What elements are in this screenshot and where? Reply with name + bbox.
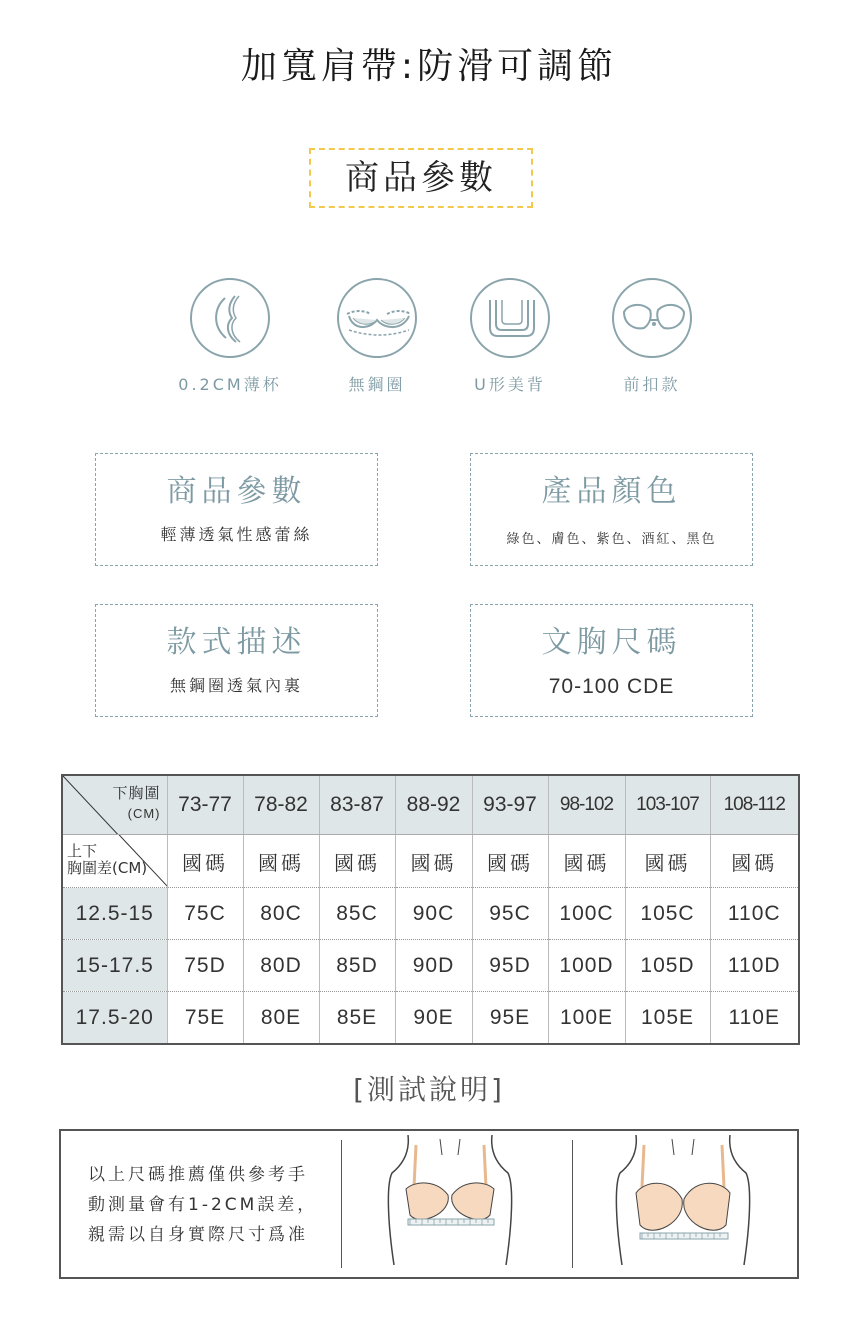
corner-bottom-text-2: 胸圍差(CM) — [67, 859, 148, 877]
subheader-cell: 國碼 — [548, 835, 625, 888]
table-row — [62, 888, 799, 940]
feature-label: U形美背 — [474, 375, 546, 394]
u-back-icon — [470, 278, 550, 358]
size-cell: 80C — [243, 888, 319, 940]
measure-overbust-illustration — [608, 1135, 758, 1273]
feature-u-back — [440, 278, 580, 395]
info-box-style — [95, 604, 378, 717]
headline — [0, 38, 858, 89]
headline-right: 防滑可調節 — [417, 46, 618, 87]
size-cell: 85E — [319, 992, 395, 1045]
size-cell: 75C — [167, 888, 243, 940]
size-cell: 85C — [319, 888, 395, 940]
column-header: 103-107 — [625, 775, 710, 835]
measure-underbust-illustration — [380, 1135, 520, 1273]
info-text: 70-100 CDE — [548, 675, 675, 698]
column-header: 98-102 — [548, 775, 625, 835]
test-title: [測試說明] — [353, 1073, 505, 1106]
table-subheader-row — [62, 835, 799, 888]
info-text: 無鋼圈透氣內裏 — [169, 676, 303, 695]
column-header: 73-77 — [167, 775, 243, 835]
size-cell: 90C — [395, 888, 472, 940]
info-heading: 產品顏色 — [541, 474, 682, 509]
info-text: 輕薄透氣性感蕾絲 — [160, 525, 313, 544]
size-cell: 110D — [710, 940, 799, 992]
note-line: 以上尺碼推薦僅供參考手 — [88, 1165, 308, 1185]
table-row — [62, 992, 799, 1045]
info-box-colors — [470, 453, 753, 566]
subheader-cell: 國碼 — [710, 835, 799, 888]
size-cell: 105C — [625, 888, 710, 940]
size-cell: 80E — [243, 992, 319, 1045]
info-box-material — [95, 453, 378, 566]
subheader-cell: 國碼 — [625, 835, 710, 888]
section-title: 商品參數 — [309, 148, 533, 208]
info-heading: 文胸尺碼 — [541, 625, 682, 660]
corner-top-unit: (CM) — [127, 806, 161, 821]
size-cell: 90E — [395, 992, 472, 1045]
corner-bottom-label — [67, 843, 147, 877]
feature-wireless — [307, 278, 447, 395]
column-header: 93-97 — [472, 775, 548, 835]
column-header: 108-112 — [710, 775, 799, 835]
info-heading: 商品參數 — [166, 474, 307, 509]
feature-label: 0.2CM薄杯 — [178, 375, 282, 394]
table-row — [62, 940, 799, 992]
size-cell: 75E — [167, 992, 243, 1045]
size-cell: 100D — [548, 940, 625, 992]
row-header: 15-17.5 — [62, 940, 167, 992]
size-cell: 100C — [548, 888, 625, 940]
size-cell: 90D — [395, 940, 472, 992]
column-header: 83-87 — [319, 775, 395, 835]
size-cell: 95D — [472, 940, 548, 992]
column-header: 88-92 — [395, 775, 472, 835]
headline-colon: : — [400, 46, 418, 87]
table-corner-bottom — [62, 835, 167, 888]
front-clasp-icon — [612, 278, 692, 358]
note-line: 動測量會有1-2CM誤差， — [88, 1195, 318, 1215]
corner-bottom-text-1: 上下 — [67, 842, 98, 860]
wireless-icon — [337, 278, 417, 358]
divider — [572, 1140, 573, 1268]
corner-top-label — [112, 784, 160, 824]
size-cell: 110E — [710, 992, 799, 1045]
headline-left: 加寬肩帶 — [240, 46, 401, 87]
size-cell: 105E — [625, 992, 710, 1045]
subheader-cell: 國碼 — [319, 835, 395, 888]
size-cell: 75D — [167, 940, 243, 992]
table-header-row — [62, 775, 799, 835]
size-cell: 80D — [243, 940, 319, 992]
subheader-cell: 國碼 — [243, 835, 319, 888]
size-cell: 110C — [710, 888, 799, 940]
row-header: 12.5-15 — [62, 888, 167, 940]
info-box-size-range — [470, 604, 753, 717]
size-cell: 85D — [319, 940, 395, 992]
subheader-cell: 國碼 — [167, 835, 243, 888]
size-cell: 105D — [625, 940, 710, 992]
size-cell: 95C — [472, 888, 548, 940]
table-corner-top — [62, 775, 167, 835]
feature-label: 前扣款 — [623, 375, 681, 394]
feature-thin-cup — [160, 278, 300, 395]
test-note-text — [88, 1160, 317, 1250]
size-cell: 100E — [548, 992, 625, 1045]
feature-label: 無鋼圈 — [348, 375, 406, 394]
size-cell: 95E — [472, 992, 548, 1045]
note-line: 親需以自身實際尺寸爲准 — [88, 1225, 308, 1245]
subheader-cell: 國碼 — [472, 835, 548, 888]
column-header: 78-82 — [243, 775, 319, 835]
row-header: 17.5-20 — [62, 992, 167, 1045]
corner-top-text: 下胸圍 — [112, 785, 161, 802]
subheader-cell: 國碼 — [395, 835, 472, 888]
size-table — [61, 774, 800, 1045]
feature-front-clasp — [582, 278, 722, 395]
info-text: 綠色、膚色、紫色、酒紅、黑色 — [506, 532, 717, 547]
thin-cup-icon — [190, 278, 270, 358]
divider — [341, 1140, 342, 1268]
info-heading: 款式描述 — [166, 625, 307, 660]
